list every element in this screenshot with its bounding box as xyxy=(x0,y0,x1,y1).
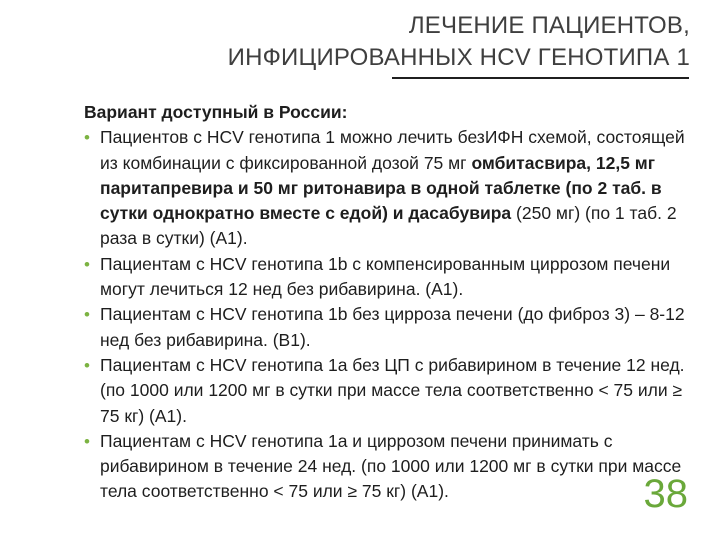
slide-body xyxy=(84,100,696,505)
title-line-1: ЛЕЧЕНИЕ ПАЦИЕНТОВ, xyxy=(408,12,690,39)
page-number: 38 xyxy=(643,472,688,516)
bullet-3-text: Пациентам с HCV генотипа 1b без цирроза печени (до фиброз 3) – 8-12 нед без рибавирина. (В1). xyxy=(100,304,685,350)
bullet-1-text-end: (250 мг) (по 1 таб. 2 раза в сутки) (А1). xyxy=(100,203,677,249)
bullet-icon: • xyxy=(84,355,90,375)
bullet-2-text: Пациентам с HCV генотипа 1b с компенсированным циррозом печени могут лечиться 12 нед без рибавирина. (А1). xyxy=(100,253,671,300)
bullet-5-text: Пациентам с HCV генотипа 1а и циррозом печени принимать с рибавирином в течение 24 нед. (по 1000 или 1200 мг в сутки при массе тела соответственно < 75 или ≥ 75 кг) (А1). xyxy=(100,430,682,502)
bullet-1-bold-text: омбитасвира, 12,5 мг паритапревира и 50 мг ритонавира в одной таблетке (по 2 таб. в сутки однократно вместе с едой) и дасабувира xyxy=(100,152,662,224)
subheading: Вариант доступный в России: xyxy=(84,102,348,122)
bullet-item-1 xyxy=(84,125,696,251)
bullet-list xyxy=(84,125,696,504)
bullet-icon: • xyxy=(84,305,90,325)
bullet-icon: • xyxy=(84,431,90,451)
bullet-item-3 xyxy=(84,302,696,353)
bullet-1-text: Пациентов с HCV генотипа 1 можно лечить безИФН схемой, состоящей из комбинации с фиксированной дозой 75 мг xyxy=(100,127,685,173)
title-underline xyxy=(392,77,689,79)
bullet-icon: • xyxy=(84,254,90,274)
bullet-item-4 xyxy=(84,353,696,429)
bullet-icon: • xyxy=(84,128,90,148)
bullet-4-text: Пациентам с HCV генотипа 1а без ЦП с рибавирином в течение 12 нед. (по 1000 или 1200 мг в сутки при массе тела соответственно < 75 или ≥ 75 кг) (А1). xyxy=(100,354,685,426)
title-line-2: ИНФИЦИРОВАННЫХ HCV ГЕНОТИПА 1 xyxy=(227,44,690,71)
bullet-item-2 xyxy=(84,252,696,303)
slide-title xyxy=(90,10,690,74)
bullet-item-5 xyxy=(84,429,696,505)
